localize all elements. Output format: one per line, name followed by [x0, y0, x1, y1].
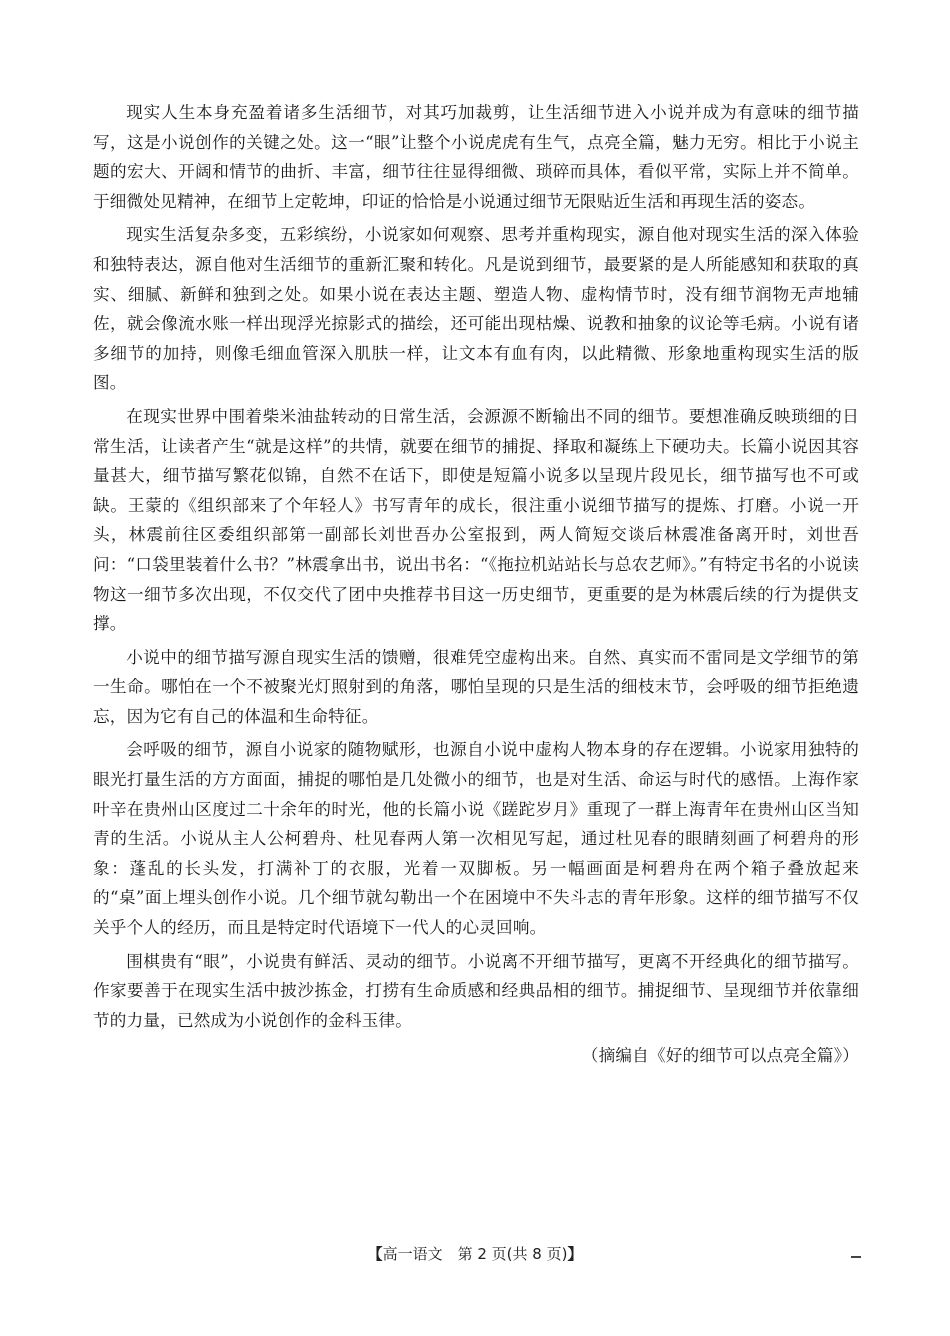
footer-page-label: 高一语文 第 2 页(共 8 页): [382, 1245, 568, 1263]
footer-close-bracket: 】: [567, 1245, 583, 1263]
article-paragraph-5: 会呼吸的细节，源自小说家的随物赋形，也源自小说中虚构人物本身的存在逻辑。小说家用独特的眼光打量生活的方方面面，捕捉的哪怕是几处微小的细节，也是对生活、命运与时代的感悟。上海作家叶辛在贵州山区度过二十余年的时光，他的长篇小说《蹉跎岁月》重现了一群上海青年在贵州山区当知青的生活。小说从主人公柯碧舟、杜见春两人第一次相见写起，通过杜见春的眼睛刻画了柯碧舟的形象：蓬乱的长头发，打满补丁的衣服，光着一双脚板。另一幅画面是柯碧舟在两个箱子叠放起来的“桌”面上埋头创作小说。几个细节就勾勒出一个在困境中不失斗志的青年形象。这样的细节描写不仅关乎个人的经历，而且是特定时代语境下一代人的心灵回响。: [93, 740, 859, 938]
article-paragraph-2: 现实生活复杂多变，五彩缤纷，小说家如何观察、思考并重构现实，源自他对现实生活的深入体验和独特表达，源自他对生活细节的重新汇聚和转化。凡是说到细节，最要紧的是人所能感知和获取的真实、细腻、新鲜和独到之处。如果小说在表达主题、塑造人物、虚构情节时，没有细节润物无声地辅佐，就会像流水账一样出现浮光掠影式的描绘，还可能出现枯燥、说教和抽象的议论等毛病。小说有诸多细节的加持，则像毛细血管深入肌肤一样，让文本有血有肉，以此精微、形象地重构现实生活的版图。: [93, 225, 859, 393]
article-paragraph-6: 围棋贵有“眼”，小说贵有鲜活、灵动的细节。小说离不开细节描写，更离不开经典化的细节描写。作家要善于在现实生活中披沙拣金，打捞有生命质感和经典品相的细节。捕捉细节、呈现细节并依靠细节的力量，已然成为小说创作的金科玉律。: [93, 951, 859, 1030]
page-footer: [0, 1244, 950, 1264]
corner-mark: [851, 1256, 861, 1258]
article-source-citation: （摘编自《好的细节可以点亮全篇》）: [581, 1046, 859, 1066]
footer-open-bracket: 【: [367, 1245, 383, 1263]
reading-article: [93, 98, 859, 1070]
article-paragraph-4: 小说中的细节描写源自现实生活的馈赠，很难凭空虚构出来。自然、真实而不雷同是文学细节的第一生命。哪怕在一个不被聚光灯照射到的角落，哪怕呈现的只是生活的细枝末节，会呼吸的细节拒绝遗忘，因为它有自己的体温和生命特征。: [93, 647, 859, 726]
article-paragraph-3: 在现实世界中围着柴米油盐转动的日常生活，会源源不断输出不同的细节。要想准确反映琐细的日常生活，让读者产生“就是这样”的共情，就要在细节的捕捉、择取和凝练上下硬功夫。长篇小说因其容量甚大，细节描写繁花似锦，自然不在话下，即使是短篇小说多以呈现片段见长，细节描写也不可或缺。王蒙的《组织部来了个年轻人》书写青年的成长，很注重小说细节描写的提炼、打磨。小说一开头，林震前往区委组织部第一副部长刘世吾办公室报到，两人简短交谈后林震准备离开时，刘世吾问：“口袋里装着什么书？”林震拿出书，说出书名：“《拖拉机站站长与总农艺师》。”有特定书名的小说读物这一细节多次出现，不仅交代了团中央推荐书目这一历史细节，更重要的是为林震后续的行为提供支撑。: [93, 406, 859, 634]
article-paragraph-1: 现实人生本身充盈着诸多生活细节，对其巧加裁剪，让生活细节进入小说并成为有意味的细节描写，这是小说创作的关键之处。这一“眼”让整个小说虎虎有生气，点亮全篇，魅力无穷。相比于小说主题的宏大、开阔和情节的曲折、丰富，细节往往显得细微、琐碎而具体，看似平常，实际上并不简单。于细微处见精神，在细节上定乾坤，印证的恰恰是小说通过细节无限贴近生活和再现生活的姿态。: [93, 103, 859, 211]
